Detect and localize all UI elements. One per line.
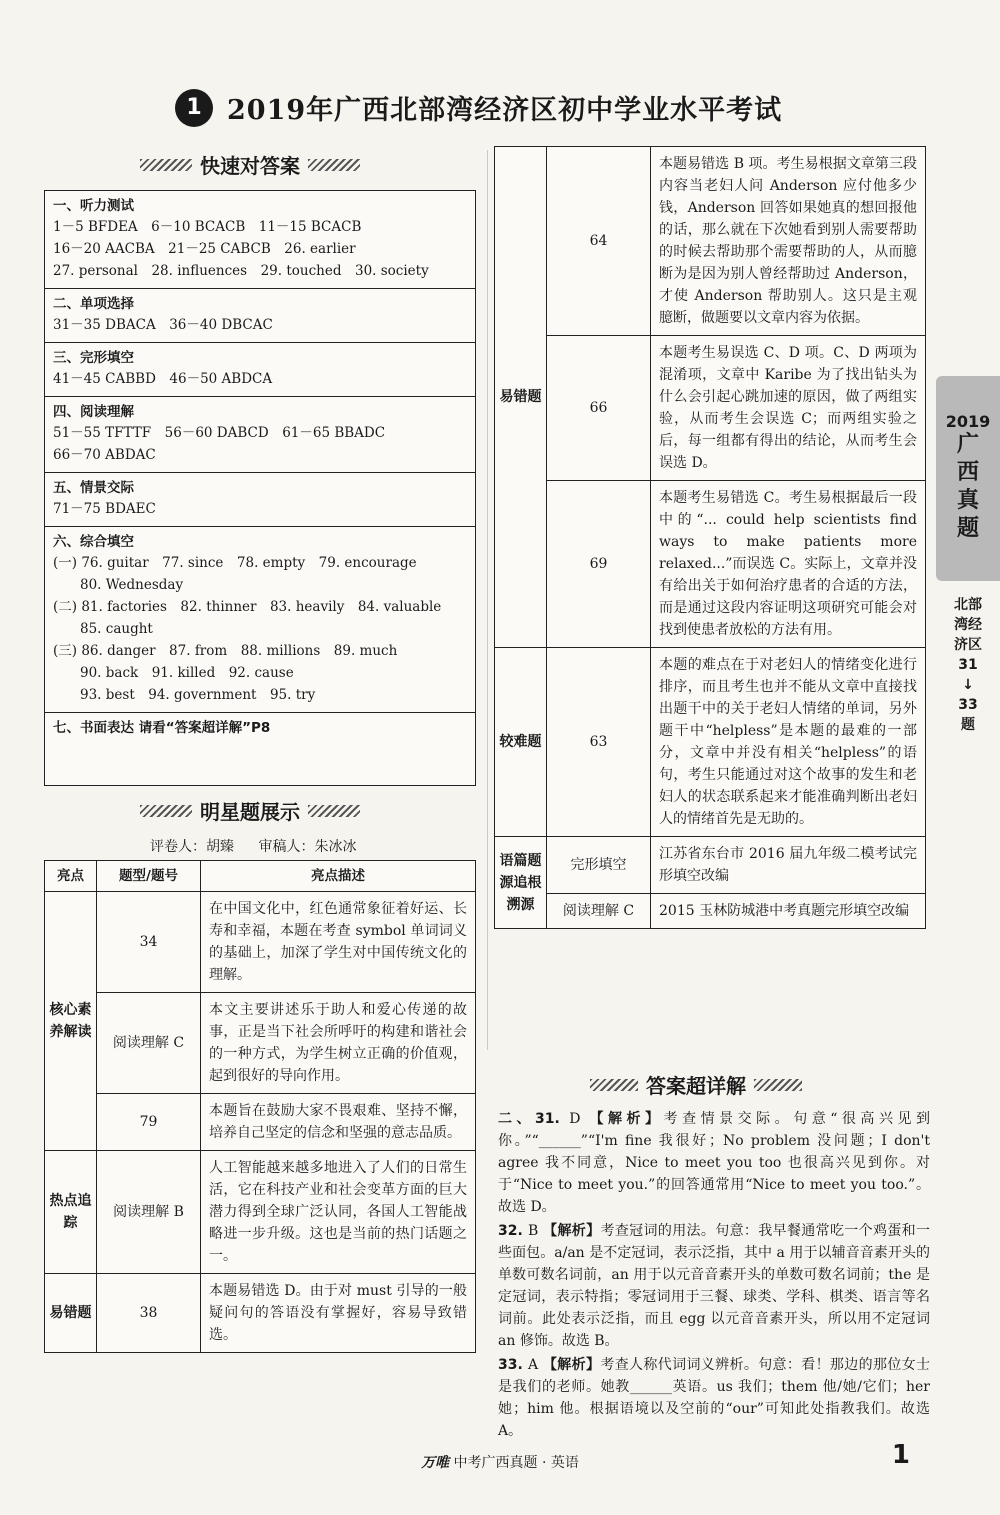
reviewer: 审稿人：朱冰冰 bbox=[258, 839, 357, 855]
answer-section-heading: 四、阅读理解 bbox=[53, 404, 134, 420]
header-description: 亮点描述 bbox=[201, 861, 476, 892]
row-category: 易错题 bbox=[495, 147, 547, 648]
side-sub-label bbox=[936, 595, 1000, 735]
table-row bbox=[495, 481, 926, 648]
page-number: 1 bbox=[891, 1440, 910, 1470]
row-question: 阅读理解 C bbox=[97, 993, 201, 1094]
answer-line: 85. caught bbox=[53, 621, 153, 637]
row-question: 64 bbox=[547, 147, 651, 336]
answer-section-heading: 五、情景交际 bbox=[53, 480, 134, 496]
side-sub-line: 济区 bbox=[954, 637, 982, 653]
star-section-title: 明星题展示 bbox=[200, 800, 300, 824]
detail-tag: 【解析】 bbox=[543, 1223, 601, 1239]
answer-line: 41－45 CABBD 46－50 ABDCA bbox=[53, 371, 273, 387]
detail-question-number: 二、31. bbox=[498, 1111, 570, 1127]
column-divider bbox=[487, 150, 488, 1050]
title-text: 2019年广西北部湾经济区初中学业水平考试 bbox=[227, 95, 783, 126]
answer-section-heading: 二、单项选择 bbox=[53, 296, 134, 312]
row-category: 热点追踪 bbox=[45, 1151, 97, 1274]
side-sub-line: ↓ bbox=[962, 677, 974, 693]
row-description: 2015 玉林防城港中考真题完形填空改编 bbox=[651, 894, 926, 929]
table-row bbox=[45, 1274, 476, 1353]
detail-answer: B bbox=[528, 1223, 544, 1239]
detail-answer: D bbox=[569, 1111, 590, 1127]
answer-section bbox=[45, 397, 475, 473]
row-description: 本题旨在鼓励大家不畏艰难、坚持不懈，培养自己坚定的信念和坚强的意志品质。 bbox=[201, 1094, 476, 1151]
detail-text: 考查人称代词词义辨析。句意：看！那边的那位女士是我们的老师。她教______英语。us 我们；them 他/她/它们；her 她；him 他。根据语境以及空前的“our”可知此处指教我们。故选 A。 bbox=[498, 1357, 931, 1439]
answer-section bbox=[45, 527, 475, 713]
header-highlight: 亮点 bbox=[45, 861, 97, 892]
answer-line: 51－55 TFTTF 56－60 DABCD 61－65 BBADC bbox=[53, 425, 386, 441]
detail-tag: 【解析】 bbox=[589, 1111, 664, 1127]
row-description: 本题易错选 D。由于对 must 引导的一般疑问句的答语没有掌握好，容易导致错选。 bbox=[201, 1274, 476, 1353]
detail-tag: 【解析】 bbox=[542, 1357, 601, 1373]
row-category: 核心素养解读 bbox=[45, 892, 97, 1151]
detail-list bbox=[498, 1108, 930, 1444]
answer-line: 16－20 AACBA 21－25 CABCB 26. earlier bbox=[53, 241, 356, 257]
table-row bbox=[495, 837, 926, 894]
row-description: 在中国文化中，红色通常象征着好运、长寿和幸福，本题在考查 symbol 单词词义的基础上，加深了学生对中国传统文化的理解。 bbox=[201, 892, 476, 993]
star-section-heading bbox=[140, 796, 360, 825]
detail-question-number: 32. bbox=[498, 1223, 529, 1239]
side-tab bbox=[936, 376, 1000, 581]
right-table bbox=[494, 146, 926, 929]
row-description: 人工智能越来越多地进入了人们的日常生活，它在科技产业和社会变革方面的巨大潜力得到全球广泛认同，各国人工智能战略进一步升级。这也是当前的热门话题之一。 bbox=[201, 1151, 476, 1274]
side-tab-char: 真 bbox=[956, 488, 979, 513]
detail-item bbox=[498, 1354, 930, 1442]
row-category: 易错题 bbox=[45, 1274, 97, 1353]
row-description: 本题考生易误选 C、D 项。C、D 两项为混淆项，文章中 Karibe 为了找出钻头为什么会引起心跳加速的原因，做了两组实验，从而考生会误选 C；而两组实验之后，每一组都有得出的结论，从而考生会误选 D。 bbox=[651, 336, 926, 481]
table-row bbox=[45, 993, 476, 1094]
side-tab-year: 2019 bbox=[945, 412, 991, 431]
row-question: 完形填空 bbox=[547, 837, 651, 894]
answer-section bbox=[45, 289, 475, 343]
answer-line: (二) 81. factories 82. thinner 83. heavily 84. valuable bbox=[53, 599, 442, 615]
answer-section-heading: 七、书面表达 请看“答案超详解”P8 bbox=[53, 720, 271, 736]
answer-section bbox=[45, 343, 475, 397]
side-tab-char: 题 bbox=[956, 516, 979, 541]
detail-title: 答案超详解 bbox=[646, 1074, 746, 1098]
detail-text: 考查情景交际。句意“很高兴见到你。”“______”“I'm fine 我很好；No problem 没问题；I don't agree 我不同意，Nice to meet you too 也很高兴见到你。对于“Nice to meet you.”的回答通常用“Nice to meet you too.”。故选 D。 bbox=[498, 1111, 930, 1215]
row-category: 语篇题源追根溯源 bbox=[495, 837, 547, 929]
detail-heading bbox=[590, 1070, 802, 1099]
stripe-decoration bbox=[754, 1079, 802, 1091]
side-tab-char: 广 bbox=[956, 432, 979, 457]
answer-section-heading: 三、完形填空 bbox=[53, 350, 134, 366]
side-tab-char: 西 bbox=[956, 460, 979, 485]
stripe-decoration bbox=[140, 805, 192, 817]
answer-section-heading: 一、听力测试 bbox=[53, 198, 134, 214]
title-number-badge: 1 bbox=[175, 89, 213, 127]
detail-item bbox=[498, 1108, 930, 1218]
quick-answers-box bbox=[44, 190, 476, 786]
footer bbox=[0, 1452, 1000, 1472]
footer-text: 中考广西真题 · 英语 bbox=[453, 1455, 579, 1471]
answer-line: 1－5 BFDEA 6－10 BCACB 11－15 BCACB bbox=[53, 219, 362, 235]
stripe-decoration bbox=[308, 805, 360, 817]
row-description: 本文主要讲述乐于助人和爱心传递的故事，正是当下社会所呼吁的构建和谐社会的一种方式，为学生树立正确的价值观，起到很好的导向作用。 bbox=[201, 993, 476, 1094]
row-question: 63 bbox=[547, 648, 651, 837]
star-table bbox=[44, 860, 476, 1353]
header-question: 题型/题号 bbox=[97, 861, 201, 892]
answer-line: (三) 86. danger 87. from 88. millions 89. much bbox=[53, 643, 398, 659]
row-question: 66 bbox=[547, 336, 651, 481]
detail-answer: A bbox=[528, 1357, 543, 1373]
row-question: 阅读理解 C bbox=[547, 894, 651, 929]
table-row bbox=[495, 336, 926, 481]
row-question: 阅读理解 B bbox=[97, 1151, 201, 1274]
answer-line: 80. Wednesday bbox=[53, 577, 184, 593]
answer-line: 27. personal 28. influences 29. touched 30. society bbox=[53, 263, 429, 279]
row-category: 较难题 bbox=[495, 648, 547, 837]
stripe-decoration bbox=[308, 159, 360, 171]
answer-line: 66－70 ABDAC bbox=[53, 447, 156, 463]
answer-section-heading: 六、综合填空 bbox=[53, 534, 134, 550]
table-row bbox=[45, 892, 476, 993]
answer-section bbox=[45, 473, 475, 527]
detail-question-number: 33. bbox=[498, 1357, 529, 1373]
grader: 评卷人：胡臻 bbox=[150, 839, 234, 855]
row-question: 79 bbox=[97, 1094, 201, 1151]
table-row bbox=[45, 1094, 476, 1151]
table-row bbox=[45, 1151, 476, 1274]
stripe-decoration bbox=[140, 159, 192, 171]
answer-line: 71－75 BDAEC bbox=[53, 501, 156, 517]
answer-line: 90. back 91. killed 92. cause bbox=[53, 665, 294, 681]
stripe-decoration bbox=[590, 1079, 638, 1091]
row-question: 34 bbox=[97, 892, 201, 993]
page-title bbox=[175, 88, 782, 127]
detail-item bbox=[498, 1220, 930, 1352]
table-row bbox=[495, 648, 926, 837]
table-row bbox=[495, 147, 926, 336]
side-sub-line: 31 bbox=[958, 657, 978, 673]
row-description: 本题易错选 B 项。考生易根据文章第三段内容当老妇人问 Anderson 应付他多少钱，Anderson 回答如果她真的想回报他的话，那么就在下次她看到别人需要帮助的时候去帮助那个需要帮助的人，从而臆断为是因为别人曾经帮助过 Anderson，才使 Anderson 帮助别人。这只是主观臆断，做题要以文章内容为依据。 bbox=[651, 147, 926, 336]
side-sub-line: 题 bbox=[961, 717, 975, 733]
side-sub-line: 33 bbox=[958, 697, 978, 713]
row-description: 江苏省东台市 2016 届九年级二模考试完形填空改编 bbox=[651, 837, 926, 894]
answer-section bbox=[45, 713, 475, 744]
footer-brand: 万唯 bbox=[421, 1455, 450, 1471]
quick-answers-heading bbox=[140, 150, 360, 179]
quick-answers-title: 快速对答案 bbox=[200, 154, 300, 178]
reviewers bbox=[150, 836, 376, 856]
detail-text: 考查冠词的用法。句意：我早餐通常吃一个鸡蛋和一些面包。a/an 是不定冠词，表示泛指，其中 a 用于以辅音音素开头的单数可数名词前，an 用于以元音音素开头的单数可数名词前；the 是定冠词，表示特指；零冠词用于三餐、球类、学科、棋类、语言等名词前。此处表示泛指，而且 egg 以元音音素开头，所以用不定冠词 an 修饰。故选 B。 bbox=[498, 1223, 931, 1349]
answer-line: 31－35 DBACA 36－40 DBCAC bbox=[53, 317, 273, 333]
answer-section bbox=[45, 191, 475, 289]
row-description: 本题考生易错选 C。考生易根据最后一段中的“... could help scientists find ways to make patients more relaxed...”而误选 C。实际上，文章并没有给出关于如何治疗患者的合适的方法，而是通过这段内容证明这项研究可能会对找到使患者放松的方法有用。 bbox=[651, 481, 926, 648]
side-sub-line: 北部 bbox=[954, 597, 982, 613]
answer-line: (一) 76. guitar 77. since 78. empty 79. encourage bbox=[53, 555, 417, 571]
row-description: 本题的难点在于对老妇人的情绪变化进行排序，而且考生也并不能从文章中直接找出题干中的关于老妇人情绪的单词，另外题干中“helpless”是本题的最难的一部分，文章中并没有相关“helpless”的语句，考生只能通过对这个故事的发生和老妇人的状态联系起来才能准确判断出老妇人的情绪首先是无助的。 bbox=[651, 648, 926, 837]
row-question: 38 bbox=[97, 1274, 201, 1353]
table-row bbox=[495, 894, 926, 929]
side-sub-line: 湾经 bbox=[954, 617, 982, 633]
star-table-header bbox=[45, 861, 476, 892]
answer-line: 93. best 94. government 95. try bbox=[53, 687, 316, 703]
row-question: 69 bbox=[547, 481, 651, 648]
